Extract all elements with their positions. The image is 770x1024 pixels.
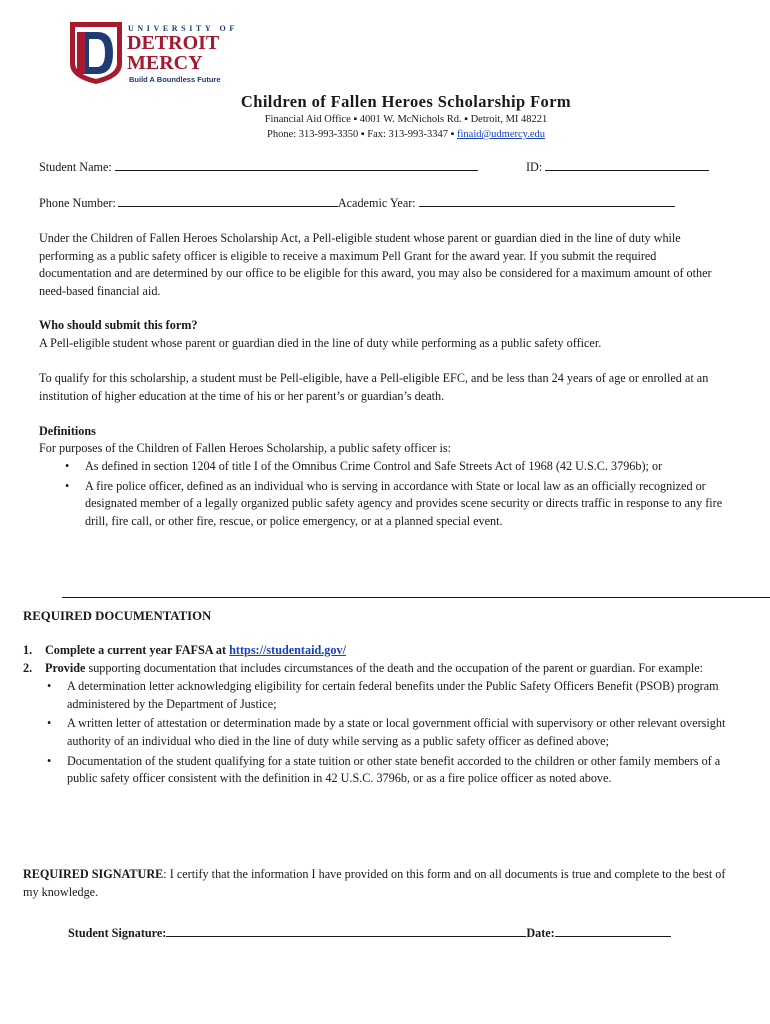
student-name-label: Student Name: (39, 160, 112, 174)
signature-field[interactable] (68, 925, 671, 943)
signature-statement (23, 866, 735, 901)
step-number: 2. (23, 660, 33, 675)
definitions-intro: For purposes of the Children of Fallen Heroes Scholarship, a public safety officer is: (39, 441, 452, 455)
academic-year-line[interactable] (419, 195, 675, 207)
step-provide-text: supporting documentation that includes circumstances of the death and the occupation of the parent or guardian. For example: (85, 660, 704, 675)
detroit-mercy-shield-icon (68, 20, 124, 86)
definitions-list (39, 458, 739, 530)
definitions-heading: Definitions (39, 424, 96, 438)
logo-detroit: DETROIT (127, 32, 220, 54)
phone-number-label: Phone Number: (39, 196, 116, 210)
student-signature-label: Student Signature: (68, 926, 167, 940)
documentation-example: • A determination letter acknowledging eligibility for certain federal benefits under the Public Safety Officers Benefit (PSOB) program administered by the Department of Justice; (45, 678, 730, 713)
student-name-field[interactable] (39, 159, 478, 177)
step-fafsa (0, 642, 730, 660)
student-signature-line[interactable] (166, 925, 526, 937)
step-provide (0, 660, 730, 788)
qualify-paragraph: To qualify for this scholarship, a student must be Pell-eligible, have a Pell-eligible EFC, and be less than 24 years of age or enrolled at an institution of higher education at the time of his or her parent’s or guardian’s death. (39, 371, 709, 403)
academic-year-label: Academic Year: (337, 196, 416, 210)
step-number: 1. (23, 643, 33, 657)
certification-text: : I certify that the information I have provided on this form and on all documents is true and complete to the best of my knowledge. (23, 867, 726, 899)
step-provide-bold: Provide (45, 660, 86, 675)
id-field[interactable] (526, 159, 709, 177)
university-logo (68, 20, 238, 90)
who-text: A Pell-eligible student whose parent or guardian died in the line of duty while performing as a public safety officer. (39, 336, 602, 350)
id-line[interactable] (545, 159, 709, 171)
logo-mercy: MERCY (127, 52, 203, 74)
required-signature-heading: REQUIRED SIGNATURE (23, 867, 164, 881)
step-fafsa-text: Complete a current year FAFSA at (45, 643, 230, 657)
logo-university-of: UNIVERSITY OF (128, 24, 238, 33)
required-documentation-list (0, 642, 730, 788)
definition-item: • A fire police officer, defined as an individual who is serving in accordance with State or local law as an officially recognized or designated member of a legally organized public safety agency and provides scene security or directs traffic in response to any fire drill, fire call, or other fire, rescue, or police emergency, or at a planned special event. (39, 478, 739, 531)
student-name-line[interactable] (115, 159, 478, 171)
logo-tagline: Build A Boundless Future (129, 75, 221, 84)
contact-phone-fax: Phone: 313-993-3350 ▪ Fax: 313-993-3347 ▪ (266, 129, 457, 140)
documentation-examples (45, 678, 730, 788)
office-contact (0, 129, 770, 140)
required-documentation-heading: REQUIRED DOCUMENTATION (23, 609, 212, 623)
phone-number-line[interactable] (118, 195, 338, 207)
who-heading: Who should submit this form? (39, 318, 198, 332)
form-title: Children of Fallen Heroes Scholarship Form (240, 92, 572, 111)
office-address: Financial Aid Office ▪ 4001 W. McNichols Rd. ▪ Detroit, MI 48221 (264, 114, 548, 125)
intro-paragraph: Under the Children of Fallen Heroes Scholarship Act, a Pell-eligible student whose parent or guardian died in the line of duty while performing as a public safety officer is eligible to receive a maximum Pell Grant for the award year. If you submit the required documentation and are determined by our office to be eligible for this award, you may also be considered for a maximum amount of other need-based financial aid. (39, 231, 712, 298)
studentaid-link[interactable]: https://studentaid.gov/ (229, 643, 346, 657)
phone-number-field[interactable] (39, 195, 675, 213)
section-divider (62, 597, 770, 598)
documentation-example: • Documentation of the student qualifying for a state tuition or other state benefit accorded to the children or other family members of a public safety officer consistent with the definition in 42 U.S.C. 3796b, or as a fire police officer as noted above. (45, 753, 730, 788)
date-line[interactable] (555, 925, 671, 937)
id-label: ID: (526, 160, 543, 174)
email-link[interactable]: finaid@udmercy.edu (457, 129, 545, 140)
definition-item: • As defined in section 1204 of title I of the Omnibus Crime Control and Safe Streets Act of 1968 (42 U.S.C. 3796b); or (39, 458, 739, 476)
documentation-example: • A written letter of attestation or determination made by a state or local government official with supervisory or other relevant oversight authority of an individual who died in the line of duty while serving as a public safety officer as defined above; (45, 715, 730, 750)
date-label: Date: (526, 926, 555, 940)
